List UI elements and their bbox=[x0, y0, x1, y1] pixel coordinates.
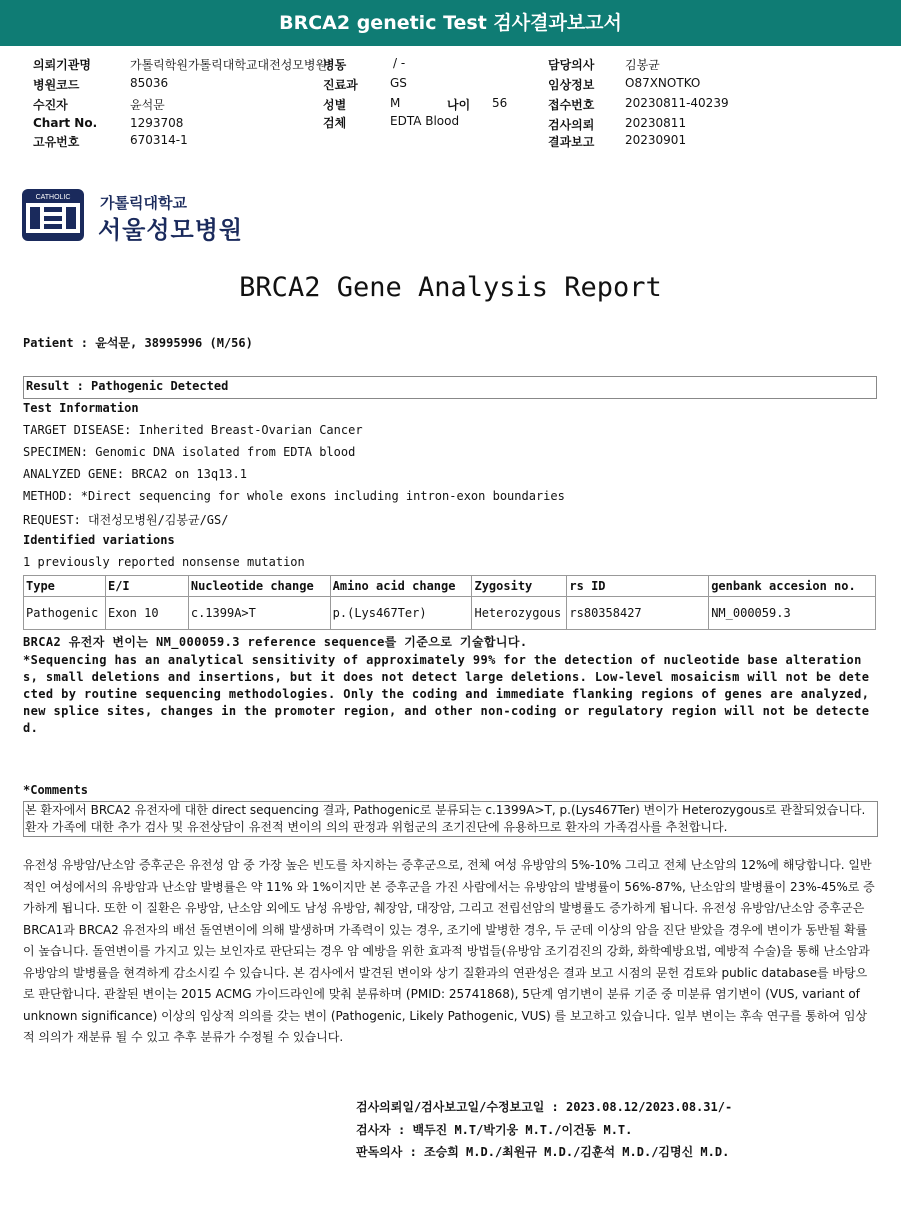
signature-physicians: 판독의사 : 조승희 M.D./최원규 M.D./김훈석 M.D./김명신 M.D. bbox=[356, 1145, 730, 1159]
col-header-nucleotide-change: Nucleotide change bbox=[188, 576, 330, 597]
logo-hospital-name: 서울성모병원 bbox=[98, 216, 244, 244]
table-header-row bbox=[24, 576, 876, 597]
header-label-hospital-code: 병원코드 bbox=[33, 78, 80, 92]
cell-amino-acid-change: p.(Lys467Ter) bbox=[330, 597, 472, 630]
identified-summary: 1 previously reported nonsense mutation bbox=[23, 555, 305, 569]
comments-heading: *Comments bbox=[23, 783, 89, 797]
header-label-sex: 성별 bbox=[323, 98, 347, 112]
hospital-emblem-icon bbox=[22, 189, 84, 245]
header-label-department: 진료과 bbox=[323, 78, 358, 92]
logo-university-name: 가톨릭대학교 bbox=[100, 194, 187, 212]
cell-zygosity: Heterozygous bbox=[472, 597, 567, 630]
header-label-request-date: 검사의뢰 bbox=[548, 118, 595, 132]
method-line: METHOD: *Direct sequencing for whole exons including intron-exon boundaries bbox=[23, 489, 565, 503]
report-title: BRCA2 Gene Analysis Report bbox=[239, 272, 662, 303]
target-disease: TARGET DISEASE: Inherited Breast-Ovarian Cancer bbox=[23, 423, 363, 437]
header-value-request-date: 20230811 bbox=[625, 116, 687, 130]
test-info-heading: Test Information bbox=[23, 401, 139, 415]
header-value-hospital-code: 85036 bbox=[130, 76, 169, 90]
header-value-specimen: EDTA Blood bbox=[390, 114, 460, 128]
cell-rs-id: rs80358427 bbox=[567, 597, 709, 630]
cell-genbank: NM_000059.3 bbox=[709, 597, 876, 630]
header-label-ward: 병동 bbox=[323, 58, 347, 72]
variants-table bbox=[23, 575, 876, 630]
header-value-institution: 가톨릭학원가톨릭대학교대전성모병원 bbox=[130, 58, 328, 72]
sensitivity-note: *Sequencing has an analytical sensitivity of approximately 99% for the detection of nucleotide base alterations, small deletions and insertions, but it does not detect large deletions. Low-level mosaicism will not be detected by routine sequencing methodologies. Only the coding and immediate flanking regions of genes are analyzed, new splice sites, changes in the promoter region, and other non-coding or regulatory region will not be detected. bbox=[23, 653, 870, 735]
col-header-exon-intron: E/I bbox=[105, 576, 188, 597]
header-label-doctor: 담당의사 bbox=[548, 58, 595, 72]
header-value-patient: 윤석문 bbox=[130, 98, 165, 112]
header-value-sex: M bbox=[390, 96, 401, 110]
table-row bbox=[24, 597, 876, 630]
identified-heading: Identified variations bbox=[23, 533, 175, 547]
header-label-specimen: 검체 bbox=[323, 116, 347, 130]
header-value-chart-no: 1293708 bbox=[130, 116, 184, 130]
header-label-report-date: 결과보고 bbox=[548, 135, 595, 149]
cell-type: Pathogenic bbox=[24, 597, 106, 630]
col-header-amino-acid-change: Amino acid change bbox=[330, 576, 472, 597]
header-label-institution: 의뢰기관명 bbox=[33, 58, 91, 72]
header-value-age: 56 bbox=[492, 96, 508, 110]
header-label-chart-no: Chart No. bbox=[33, 116, 98, 130]
report-title-bar: BRCA2 genetic Test 검사결과보고서 bbox=[0, 0, 901, 46]
header-label-clinical-info: 임상정보 bbox=[548, 78, 595, 92]
col-header-genbank: genbank accesion no. bbox=[709, 576, 876, 597]
header-label-age: 나이 bbox=[447, 98, 471, 112]
header-label-patient: 수진자 bbox=[33, 98, 68, 112]
comments-body: 유전성 유방암/난소암 증후군은 유전성 암 중 가장 높은 빈도를 차지하는 증후군으로, 전체 여성 유방암의 5%-10% 그리고 전체 난소암의 12%에 해당합니다. 일반적인 여성에서의 유방암과 난소암 발병률은 약 11% 와 1%이지만 본 증후군을 가진 사람에서는 유방암의 발병률이 56%-87%, 난소암의 발병률이 23%-45%로 증가하게 됩니다. 또한 이 질환은 유방암, 난소암 외에도 남성 유방암, 췌장암, 대장암, 그리고 전립선암의 발병률도 증가하게 됩니다. 유전성 유방암/난소암 증후군은 BRCA1과 BRCA2 유전자의 배선 돌연변이에 의해 발생하며 가족력이 있는 경우, 조기에 발병한 경우, 두 군데 이상의 암을 진단 받았을 경우에 변이가 동반될 확률이 높습니다. 돌연변이를 가지고 있는 보인자로 판단되는 경우 암 예방을 위한 효과적 방법들(유방암 조기검진의 강화, 화학예방요법, 예방적 수술)을 통해 난소암과 유방암의 발병률을 현격하게 감소시킬 수 있습니다. 본 검사에서 발견된 변이와 상기 질환과의 연관성은 결과 보고 시점의 문헌 검토와 public database를 바탕으로 판단합니다. 관찰된 변이는 2015 ACMG 가이드라인에 맞춰 분류하며 (PMID: 25741868), 5단계 염기변이 분류 기준 중 미분류 염기변이 (VUS, variant of unknown significance) 이상의 임상적 의의를 갖는 변이 (Pathogenic, Likely Pathogenic, VUS) 를 보고하고 있습니다. 일부 변이는 후속 연구를 통하여 임상적 의의가 재분류 될 수 있고 추후 분류가 수정될 수 있습니다. bbox=[23, 858, 875, 1044]
request-line: REQUEST: 대전성모병원/김봉균/GS/ bbox=[23, 513, 229, 527]
header-value-unique-no: 670314-1 bbox=[130, 133, 188, 147]
patient-line: Patient : 윤석문, 38995996 (M/56) bbox=[23, 336, 253, 350]
signature-dates: 검사의뢰일/검사보고일/수정보고일 : 2023.08.12/2023.08.31/- bbox=[356, 1100, 733, 1114]
cell-exon-intron: Exon 10 bbox=[105, 597, 188, 630]
header-value-report-date: 20230901 bbox=[625, 133, 687, 147]
result-line: Result : Pathogenic Detected bbox=[26, 379, 229, 393]
header-value-ward: / - bbox=[393, 56, 406, 70]
reference-note: BRCA2 유전자 변이는 NM_000059.3 reference sequence를 기준으로 기술합니다. bbox=[23, 635, 528, 649]
svg-text:CATHOLIC: CATHOLIC bbox=[35, 194, 71, 201]
header-value-accession-no: 20230811-40239 bbox=[625, 96, 729, 110]
specimen-line: SPECIMEN: Genomic DNA isolated from EDTA blood bbox=[23, 445, 356, 459]
col-header-rs-id: rs ID bbox=[567, 576, 709, 597]
col-header-zygosity: Zygosity bbox=[472, 576, 567, 597]
header-label-unique-no: 고유번호 bbox=[33, 135, 80, 149]
header-value-clinical-info: O87XNOTKO bbox=[625, 76, 701, 90]
comments-box: 본 환자에서 BRCA2 유전자에 대한 direct sequencing 결과, Pathogenic로 분류되는 c.1399A>T, p.(Lys467Ter) 변이가 Heterozygous로 관찰되었습니다. 환자 가족에 대한 추가 검사 및 유전상담이 유전적 변이의 의의 판정과 위험군의 조기진단에 유용하므로 환자의 가족검사를 추천합니다. bbox=[23, 801, 878, 837]
signature-testers: 검사자 : 백두진 M.T/박기웅 M.T./이건동 M.T. bbox=[356, 1123, 633, 1137]
header-value-department: GS bbox=[390, 76, 407, 90]
header-label-accession-no: 접수번호 bbox=[548, 98, 595, 112]
col-header-type: Type bbox=[24, 576, 106, 597]
cell-nucleotide-change: c.1399A>T bbox=[188, 597, 330, 630]
analyzed-gene: ANALYZED GENE: BRCA2 on 13q13.1 bbox=[23, 467, 247, 481]
header-value-doctor: 김봉균 bbox=[625, 58, 660, 72]
